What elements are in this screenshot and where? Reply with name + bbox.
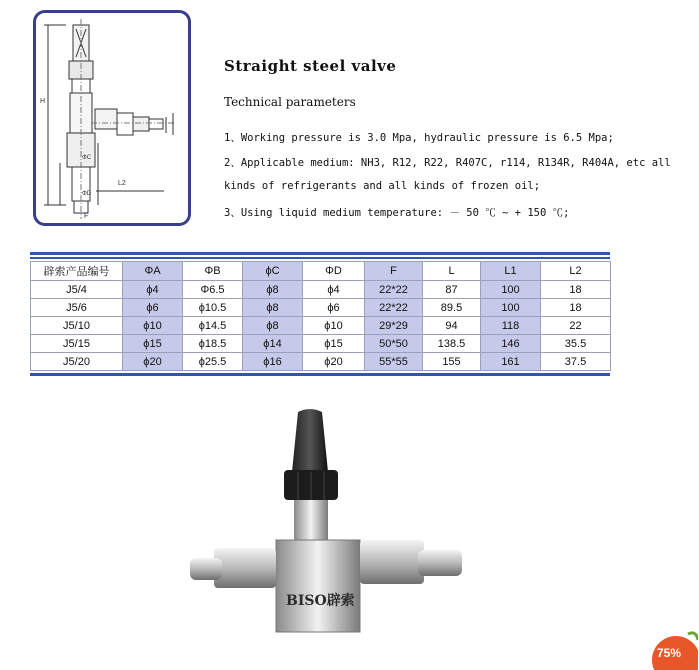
header-cell: ΦA <box>123 262 183 281</box>
table-cell: 94 <box>423 317 481 335</box>
param-line-1: 1、Working pressure is 3.0 Mpa, hydraulic pressure is 6.5 Mpa; <box>224 132 614 144</box>
technical-drawing <box>33 10 191 226</box>
table-bottom-bar <box>30 373 610 376</box>
right-fitting <box>360 540 424 584</box>
table-row <box>31 335 611 353</box>
param-line-4: 3、Using liquid medium temperature: － 50 ℃ ~ + 150 ℃; <box>224 207 570 219</box>
table-cell: 22 <box>541 317 611 335</box>
table-cell: 87 <box>423 281 481 299</box>
table-cell: ϕ15 <box>303 335 365 353</box>
section-subtitle: Technical parameters <box>224 95 356 109</box>
header-cell: 辟索产品编号 <box>31 262 123 281</box>
table-cell: 18 <box>541 281 611 299</box>
table-cell: ϕ8 <box>243 317 303 335</box>
table-cell: ϕ6 <box>303 299 365 317</box>
table-cell: ϕ10 <box>303 317 365 335</box>
table-cell: 138.5 <box>423 335 481 353</box>
table-cell: ϕ8 <box>243 299 303 317</box>
spec-table-grid <box>30 261 611 371</box>
table-cell: 55*55 <box>365 353 423 371</box>
table-cell: J5/10 <box>31 317 123 335</box>
table-top-bar <box>30 252 610 255</box>
param-line-3: kinds of refrigerants and all kinds of frozen oil; <box>224 180 541 192</box>
table-cell: 118 <box>481 317 541 335</box>
table-cell: 29*29 <box>365 317 423 335</box>
dim-label-d: ΦD <box>82 191 92 197</box>
header-cell: L1 <box>481 262 541 281</box>
table-cell: ϕ16 <box>243 353 303 371</box>
table-cell: ϕ10 <box>123 317 183 335</box>
table-cell: ϕ20 <box>303 353 365 371</box>
table-cell: J5/4 <box>31 281 123 299</box>
table-cell: 22*22 <box>365 299 423 317</box>
table-row <box>31 299 611 317</box>
table-cell: ϕ25.5 <box>183 353 243 371</box>
table-cell: ϕ4 <box>303 281 365 299</box>
table-row <box>31 281 611 299</box>
table-cell: ϕ14 <box>243 335 303 353</box>
header-cell: ϕC <box>243 262 303 281</box>
table-cell: Φ6.5 <box>183 281 243 299</box>
dim-label-l2: L2 <box>118 180 126 187</box>
left-fitting <box>214 548 276 588</box>
table-cell: 18 <box>541 299 611 317</box>
table-cell: ϕ18.5 <box>183 335 243 353</box>
table-cell: 37.5 <box>541 353 611 371</box>
header-cell: L <box>423 262 481 281</box>
table-cell: ϕ8 <box>243 281 303 299</box>
product-title: Straight steel valve <box>224 57 397 75</box>
table-row <box>31 353 611 371</box>
valve-cap <box>292 409 328 472</box>
header-cell: F <box>365 262 423 281</box>
zoom-badge-text: 75% <box>657 646 682 660</box>
table-cell: ϕ15 <box>123 335 183 353</box>
table-cell: 22*22 <box>365 281 423 299</box>
table-cell: ϕ14.5 <box>183 317 243 335</box>
table-cell: ϕ4 <box>123 281 183 299</box>
header-cell: ΦB <box>183 262 243 281</box>
param-line-2: 2、Applicable medium: NH3, R12, R22, R407C, r114, R134R, R404A, etc all <box>224 157 671 169</box>
valve-drawing-svg <box>36 13 194 229</box>
table-top-bar-thin <box>30 257 610 259</box>
table-cell: J5/15 <box>31 335 123 353</box>
table-header-row <box>31 262 611 281</box>
valve-product-photo <box>180 400 480 640</box>
dim-label-c: ΦC <box>82 155 92 161</box>
table-cell: 161 <box>481 353 541 371</box>
table-cell: 50*50 <box>365 335 423 353</box>
table-cell: 155 <box>423 353 481 371</box>
table-cell: ϕ6 <box>123 299 183 317</box>
header-cell: L2 <box>541 262 611 281</box>
table-cell: 89.5 <box>423 299 481 317</box>
table-cell: J5/6 <box>31 299 123 317</box>
dim-label-f: F <box>84 213 89 220</box>
spec-table <box>30 252 610 376</box>
dim-label-h: H <box>40 98 46 105</box>
table-cell: 100 <box>481 299 541 317</box>
table-cell: 100 <box>481 281 541 299</box>
product-logo: BISO辟索 <box>286 593 355 609</box>
table-cell: 35.5 <box>541 335 611 353</box>
table-cell: ϕ20 <box>123 353 183 371</box>
table-cell: J5/20 <box>31 353 123 371</box>
table-row <box>31 317 611 335</box>
valve-body <box>276 540 360 632</box>
header-cell: ΦD <box>303 262 365 281</box>
table-cell: ϕ10.5 <box>183 299 243 317</box>
table-cell: 146 <box>481 335 541 353</box>
